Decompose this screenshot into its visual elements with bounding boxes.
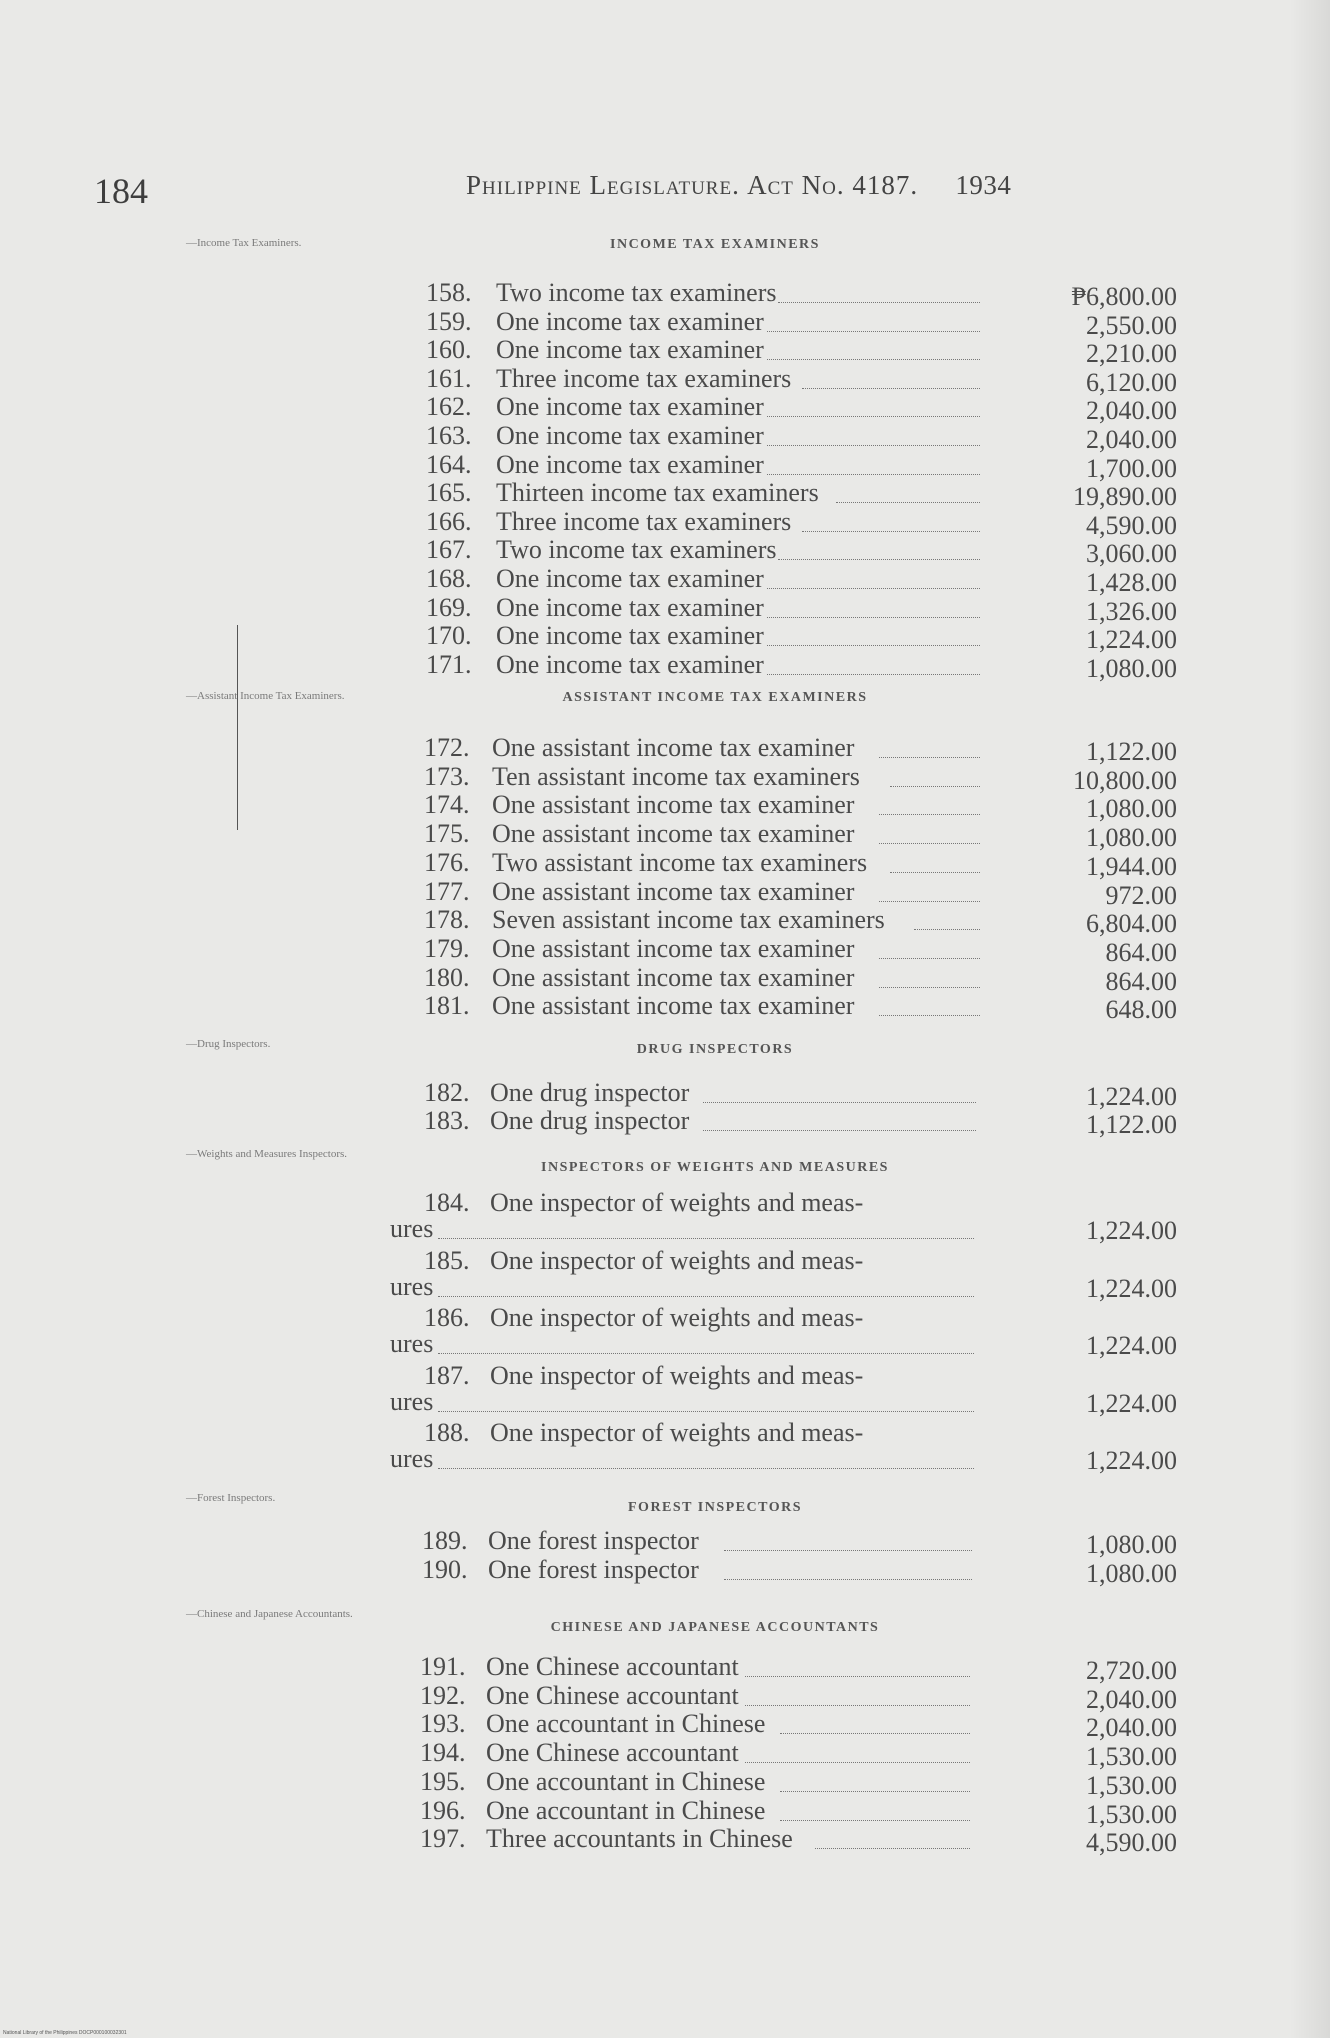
item-description: One Chinese accountant	[486, 1652, 739, 1681]
item-amount: 1,224.00	[1086, 1216, 1177, 1245]
item-description: Ten assistant income tax examiners	[492, 761, 860, 791]
dot-leader	[438, 1296, 974, 1297]
dot-leader	[815, 1848, 970, 1849]
dot-leader	[836, 502, 980, 503]
item-amount: 2,720.00	[1086, 1656, 1177, 1685]
item-description: One assistant income tax examiner	[492, 790, 855, 820]
item-amount: 2,040.00	[1086, 396, 1177, 426]
item-description: One assistant income tax examiner	[492, 876, 855, 906]
item-number: 187.	[424, 1360, 470, 1390]
running-header	[466, 170, 1011, 201]
item-number: 164.	[426, 449, 472, 479]
dot-leader	[780, 1733, 970, 1734]
item-description-continued: ures	[390, 1214, 434, 1243]
item-number: 186.	[424, 1303, 470, 1332]
item-description: Three income tax examiners	[496, 506, 792, 536]
item-description: One forest inspector	[488, 1526, 699, 1555]
item-amount: 2,210.00	[1086, 339, 1177, 369]
section-heading: FOREST INSPECTORS	[628, 1500, 802, 1515]
item-amount: 648.00	[1105, 995, 1177, 1025]
dot-leader	[914, 929, 980, 930]
item-amount: 1,224.00	[1086, 1331, 1177, 1360]
item-description: One drug inspector	[490, 1106, 690, 1135]
item-amount: 1,530.00	[1086, 1742, 1177, 1772]
item-number: 175.	[424, 819, 470, 849]
dot-leader	[879, 1015, 980, 1016]
item-amount: 1,122.00	[1086, 737, 1177, 766]
item-description: One assistant income tax examiner	[492, 991, 855, 1021]
item-number: 193.	[420, 1709, 466, 1739]
item-description: One assistant income tax examiner	[492, 962, 855, 992]
item-number: 192.	[420, 1680, 466, 1710]
item-amount: 2,040.00	[1086, 425, 1177, 454]
item-number: 196.	[420, 1795, 466, 1825]
item-amount: 1,326.00	[1086, 596, 1177, 626]
dot-leader	[438, 1353, 974, 1354]
dot-leader	[767, 359, 980, 360]
dot-leader	[780, 1791, 970, 1792]
item-number: 180.	[424, 962, 470, 992]
item-amount: 1,080.00	[1086, 1559, 1177, 1588]
item-number: 163.	[426, 421, 472, 450]
section-heading: INSPECTORS OF WEIGHTS AND MEASURES	[541, 1160, 889, 1175]
dot-leader	[703, 1102, 976, 1103]
item-amount: 10,800.00	[1073, 765, 1177, 795]
item-description-continued: ures	[390, 1386, 434, 1416]
dot-leader	[724, 1550, 972, 1551]
dot-leader	[879, 901, 980, 902]
item-amount: 6,120.00	[1086, 367, 1177, 397]
dot-leader	[879, 958, 980, 959]
item-description-continued: ures	[390, 1329, 434, 1358]
item-number: 197.	[420, 1824, 466, 1854]
item-description: One inspector of weights and meas-	[490, 1188, 864, 1217]
dot-leader	[802, 531, 980, 532]
item-number: 167.	[426, 535, 472, 565]
section-heading: INCOME TAX EXAMINERS	[610, 237, 820, 252]
item-amount: 2,040.00	[1086, 1713, 1177, 1743]
item-number: 161.	[426, 363, 472, 393]
margin-note: —Forest Inspectors.	[186, 1492, 276, 1504]
item-description: Three accountants in Chinese	[486, 1824, 793, 1854]
item-number: 172.	[424, 733, 470, 762]
item-description: One income tax examiner	[496, 335, 764, 365]
item-number: 182.	[424, 1078, 470, 1107]
item-amount: 2,550.00	[1086, 310, 1177, 340]
footer-credit: National Library of the Philippines DOCP000100032301	[3, 2030, 127, 2036]
item-description: One income tax examiner	[496, 421, 764, 450]
item-number: 184.	[424, 1188, 470, 1217]
item-amount: 1,080.00	[1086, 823, 1177, 853]
item-amount: 1,428.00	[1086, 568, 1177, 597]
item-number: 169.	[426, 592, 472, 622]
item-description: Seven assistant income tax examiners	[492, 905, 885, 935]
page-edge-shadow	[1290, 0, 1330, 2038]
section-heading: DRUG INSPECTORS	[636, 1042, 794, 1057]
item-description: One assistant income tax examiner	[492, 933, 855, 963]
item-amount: 2,040.00	[1086, 1684, 1177, 1714]
margin-note: —Drug Inspectors.	[186, 1038, 271, 1050]
item-description: Three income tax examiners	[496, 363, 792, 393]
item-amount: 1,530.00	[1086, 1770, 1177, 1800]
item-number: 177.	[424, 876, 470, 906]
item-amount: 1,080.00	[1086, 1530, 1177, 1559]
dot-leader	[745, 1705, 970, 1706]
item-description: One income tax examiner	[496, 592, 764, 622]
item-description: One inspector of weights and meas-	[490, 1245, 864, 1275]
margin-note: —Weights and Measures Inspectors.	[186, 1148, 348, 1160]
dot-leader	[703, 1130, 976, 1131]
dot-leader	[438, 1411, 974, 1412]
item-amount: 1,224.00	[1086, 1446, 1177, 1475]
item-description: One accountant in Chinese	[486, 1795, 766, 1825]
margin-note: —Assistant Income Tax Examiners.	[186, 690, 345, 702]
item-description: One income tax examiner	[496, 449, 764, 479]
item-description: One Chinese accountant	[486, 1738, 739, 1768]
dot-leader	[767, 445, 980, 446]
margin-note: —Chinese and Japanese Accountants.	[186, 1608, 353, 1620]
dot-leader	[778, 302, 980, 303]
dot-leader	[767, 674, 980, 675]
item-amount: ₱6,800.00	[1071, 282, 1177, 311]
item-description: One accountant in Chinese	[486, 1766, 766, 1796]
item-description-continued: ures	[390, 1271, 434, 1301]
item-amount: 1,080.00	[1086, 794, 1177, 824]
item-number: 191.	[420, 1652, 466, 1681]
item-description: One income tax examiner	[496, 564, 764, 593]
dot-leader	[778, 559, 980, 560]
dot-leader	[879, 987, 980, 988]
item-amount: 19,890.00	[1073, 482, 1177, 512]
dot-leader	[438, 1238, 974, 1239]
dot-leader	[724, 1579, 972, 1580]
margin-rule	[237, 625, 238, 830]
item-amount: 1,224.00	[1086, 1388, 1177, 1418]
item-amount: 864.00	[1105, 937, 1177, 967]
margin-note: —Income Tax Examiners.	[186, 237, 302, 249]
dot-leader	[879, 814, 980, 815]
running-title: Philippine Legislature.	[466, 170, 740, 200]
dot-leader	[780, 1820, 970, 1821]
item-number: 166.	[426, 506, 472, 536]
item-description-continued: ures	[390, 1444, 434, 1473]
item-amount: 1,224.00	[1086, 1273, 1177, 1303]
item-number: 183.	[424, 1106, 470, 1135]
item-description: One inspector of weights and meas-	[490, 1360, 864, 1390]
item-number: 168.	[426, 564, 472, 593]
item-number: 158.	[426, 278, 472, 307]
dot-leader	[879, 843, 980, 844]
item-description: Two assistant income tax examiners	[492, 847, 868, 877]
item-amount: 1,530.00	[1086, 1799, 1177, 1829]
dot-leader	[767, 474, 980, 475]
item-number: 170.	[426, 621, 472, 651]
year: 1934	[955, 170, 1012, 200]
item-description: One inspector of weights and meas-	[490, 1303, 864, 1332]
item-number: 159.	[426, 306, 472, 336]
item-description: One income tax examiner	[496, 649, 764, 679]
item-description: One assistant income tax examiner	[492, 733, 855, 762]
item-description: One inspector of weights and meas-	[490, 1418, 864, 1447]
item-amount: 1,080.00	[1086, 653, 1177, 683]
dot-leader	[802, 388, 980, 389]
item-number: 188.	[424, 1418, 470, 1447]
item-number: 173.	[424, 761, 470, 791]
item-amount: 1,700.00	[1086, 453, 1177, 483]
item-number: 189.	[422, 1526, 468, 1555]
item-number: 179.	[424, 933, 470, 963]
item-number: 178.	[424, 905, 470, 935]
section-heading: ASSISTANT INCOME TAX EXAMINERS	[562, 690, 868, 705]
dot-leader	[767, 617, 980, 618]
item-description: One accountant in Chinese	[486, 1709, 766, 1739]
dot-leader	[767, 416, 980, 417]
item-amount: 6,804.00	[1086, 909, 1177, 939]
item-description: One income tax examiner	[496, 392, 764, 422]
item-number: 185.	[424, 1245, 470, 1275]
dot-leader	[767, 331, 980, 332]
item-amount: 972.00	[1105, 880, 1177, 910]
item-description: One assistant income tax examiner	[492, 819, 855, 849]
item-description: One income tax examiner	[496, 306, 764, 336]
dot-leader	[890, 786, 980, 787]
item-amount: 1,224.00	[1086, 1082, 1177, 1111]
item-description: One drug inspector	[490, 1078, 690, 1107]
item-number: 171.	[426, 649, 472, 679]
act-number: Act No. 4187.	[747, 170, 919, 200]
item-description: One Chinese accountant	[486, 1680, 739, 1710]
dot-leader	[438, 1468, 974, 1469]
item-number: 181.	[424, 991, 470, 1021]
item-number: 165.	[426, 478, 472, 508]
dot-leader	[890, 872, 980, 873]
item-amount: 4,590.00	[1086, 510, 1177, 540]
item-amount: 1,944.00	[1086, 851, 1177, 881]
item-number: 176.	[424, 847, 470, 877]
item-amount: 1,122.00	[1086, 1110, 1177, 1139]
item-amount: 864.00	[1105, 966, 1177, 996]
item-number: 195.	[420, 1766, 466, 1796]
item-description: Two income tax examiners	[496, 535, 777, 565]
item-number: 190.	[422, 1555, 468, 1584]
item-amount: 1,224.00	[1086, 625, 1177, 655]
item-number: 174.	[424, 790, 470, 820]
item-description: One forest inspector	[488, 1555, 699, 1584]
item-amount: 4,590.00	[1086, 1828, 1177, 1858]
dot-leader	[767, 645, 980, 646]
item-description: Two income tax examiners	[496, 278, 777, 307]
dot-leader	[879, 757, 980, 758]
item-description: One income tax examiner	[496, 621, 764, 651]
item-amount: 3,060.00	[1086, 539, 1177, 569]
item-number: 162.	[426, 392, 472, 422]
page-number: 184	[94, 171, 148, 211]
dot-leader	[767, 588, 980, 589]
item-number: 160.	[426, 335, 472, 365]
item-number: 194.	[420, 1738, 466, 1768]
dot-leader	[745, 1676, 970, 1677]
section-heading: CHINESE AND JAPANESE ACCOUNTANTS	[550, 1620, 880, 1635]
dot-leader	[745, 1762, 970, 1763]
item-description: Thirteen income tax examiners	[496, 478, 819, 508]
